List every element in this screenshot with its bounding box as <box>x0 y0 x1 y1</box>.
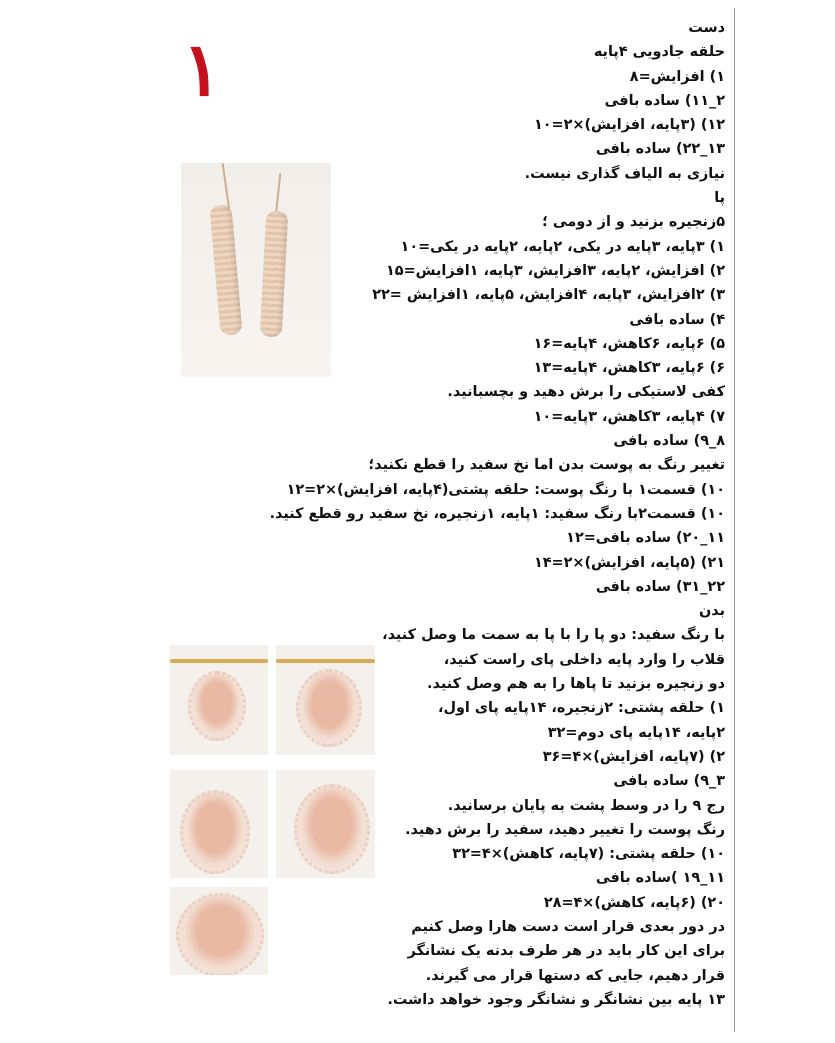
instruction-line: کفی لاستیکی را برش دهید و بچسبانید. <box>447 384 725 401</box>
instruction-line: حلقه جادویی ۴پایه <box>593 44 725 61</box>
instruction-line: ۲۰) (۶پایه، کاهش)×۴=۲۸ <box>543 894 725 911</box>
instruction-line: ۲) افزایش، ۲پایه، ۳افزایش، ۳پایه، ۱افزایش=۱۵ <box>386 262 725 279</box>
arm-heading: دست <box>688 20 725 36</box>
instruction-line: ۲پایه، ۱۴پایه پای دوم=۳۲ <box>547 724 725 741</box>
instruction-line: ۱) حلقه پشتی: ۲زنجیره، ۱۴پایه پای اول، <box>437 700 725 717</box>
instruction-line: دو زنجیره بزنید تا پاها را به هم وصل کنید. <box>427 676 725 693</box>
leg-heading: پا <box>714 190 725 207</box>
instruction-line: در دور بعدی قرار است دست هارا وصل کنیم <box>411 918 725 935</box>
instruction-line: برای این کار باید در هر طرف بدنه یک نشانگر <box>407 943 725 960</box>
instruction-line: ۲_۱۱) ساده بافی <box>604 92 725 109</box>
instruction-line: نیازی به الیاف گذاری نیست. <box>524 165 725 182</box>
pattern-instructions <box>150 16 725 1012</box>
instruction-line: ۱۰) حلقه پشتی: (۷پایه، کاهش)×۴=۳۲ <box>452 846 725 863</box>
instruction-line: ۸_۹) ساده بافی <box>613 433 725 450</box>
instruction-line: ۳_۹) ساده بافی <box>613 773 725 790</box>
instruction-line: ۱۰) قسمت۲با رنگ سفید: ۱پایه، ۱زنجیره، نخ سفید رو قطع کنید. <box>269 505 725 522</box>
margin-rule <box>734 8 735 1032</box>
instruction-line: ۵) ۶پایه، ۶کاهش، ۴پایه=۱۶ <box>533 335 725 352</box>
page-number: ۱ <box>182 27 222 113</box>
instruction-line: ۳) ۲افزایش، ۳پایه، ۴افزایش، ۵پایه، ۱افزایش =۲۲ <box>372 287 725 304</box>
instruction-line: ۱) افزایش=۸ <box>629 68 725 85</box>
instruction-line: ۴) ساده بافی <box>629 311 725 328</box>
body-heading: بدن <box>699 603 725 620</box>
instruction-line: ۱۰) قسمت۱ با رنگ پوست: حلقه پشتی(۴پایه، افزایش)×۲=۱۲ <box>286 481 725 498</box>
instruction-line: ۱۳_۲۲) ساده بافی <box>595 141 725 158</box>
instruction-line: قلاب را وارد پایه داخلی پای راست کنید، <box>443 651 725 668</box>
instruction-line: قرار دهیم، جایی که دستها قرار می گیرند. <box>425 967 725 984</box>
instruction-line: ۷) ۴پایه، ۳کاهش، ۳پایه=۱۰ <box>533 408 725 425</box>
instruction-line: ۱۳ پایه بین نشانگر و نشانگر وجود خواهد داشت. <box>387 991 725 1008</box>
instruction-line: تغییر رنگ به پوست بدن اما نخ سفید را قطع نکنید؛ <box>368 457 725 474</box>
instruction-line: رنگ پوست را تغییر دهید، سفید را برش دهید. <box>405 821 725 838</box>
instruction-line: ۲) (۷پایه، افزایش)×۴=۳۶ <box>542 748 725 765</box>
instruction-line: ۱) ۳پایه، ۳پایه در یکی، ۲پایه، ۲پایه در یکی=۱۰ <box>400 238 725 255</box>
instruction-line: با رنگ سفید: دو پا را با پا به سمت ما وصل کنید، <box>382 627 725 644</box>
instruction-line: ۱۱_۲۰) ساده بافی=۱۲ <box>566 530 725 547</box>
instruction-line: ۶) ۶پایه، ۳کاهش، ۴پایه=۱۳ <box>533 360 725 377</box>
instruction-line: ۱۲) (۳پایه، افزایش)×۲=۱۰ <box>533 117 725 134</box>
instruction-line: رج ۹ را در وسط پشت به پایان برسانید. <box>447 797 725 814</box>
instruction-line: ۲۲_۳۱) ساده بافی <box>595 578 725 595</box>
instruction-line: ۵زنجیره بزنید و از دومی ؛ <box>542 214 725 231</box>
instruction-line: ۱۱_۱۹ )ساده بافی <box>595 870 725 887</box>
instruction-line: ۲۱) (۵پایه، افزایش)×۲=۱۴ <box>533 554 725 571</box>
